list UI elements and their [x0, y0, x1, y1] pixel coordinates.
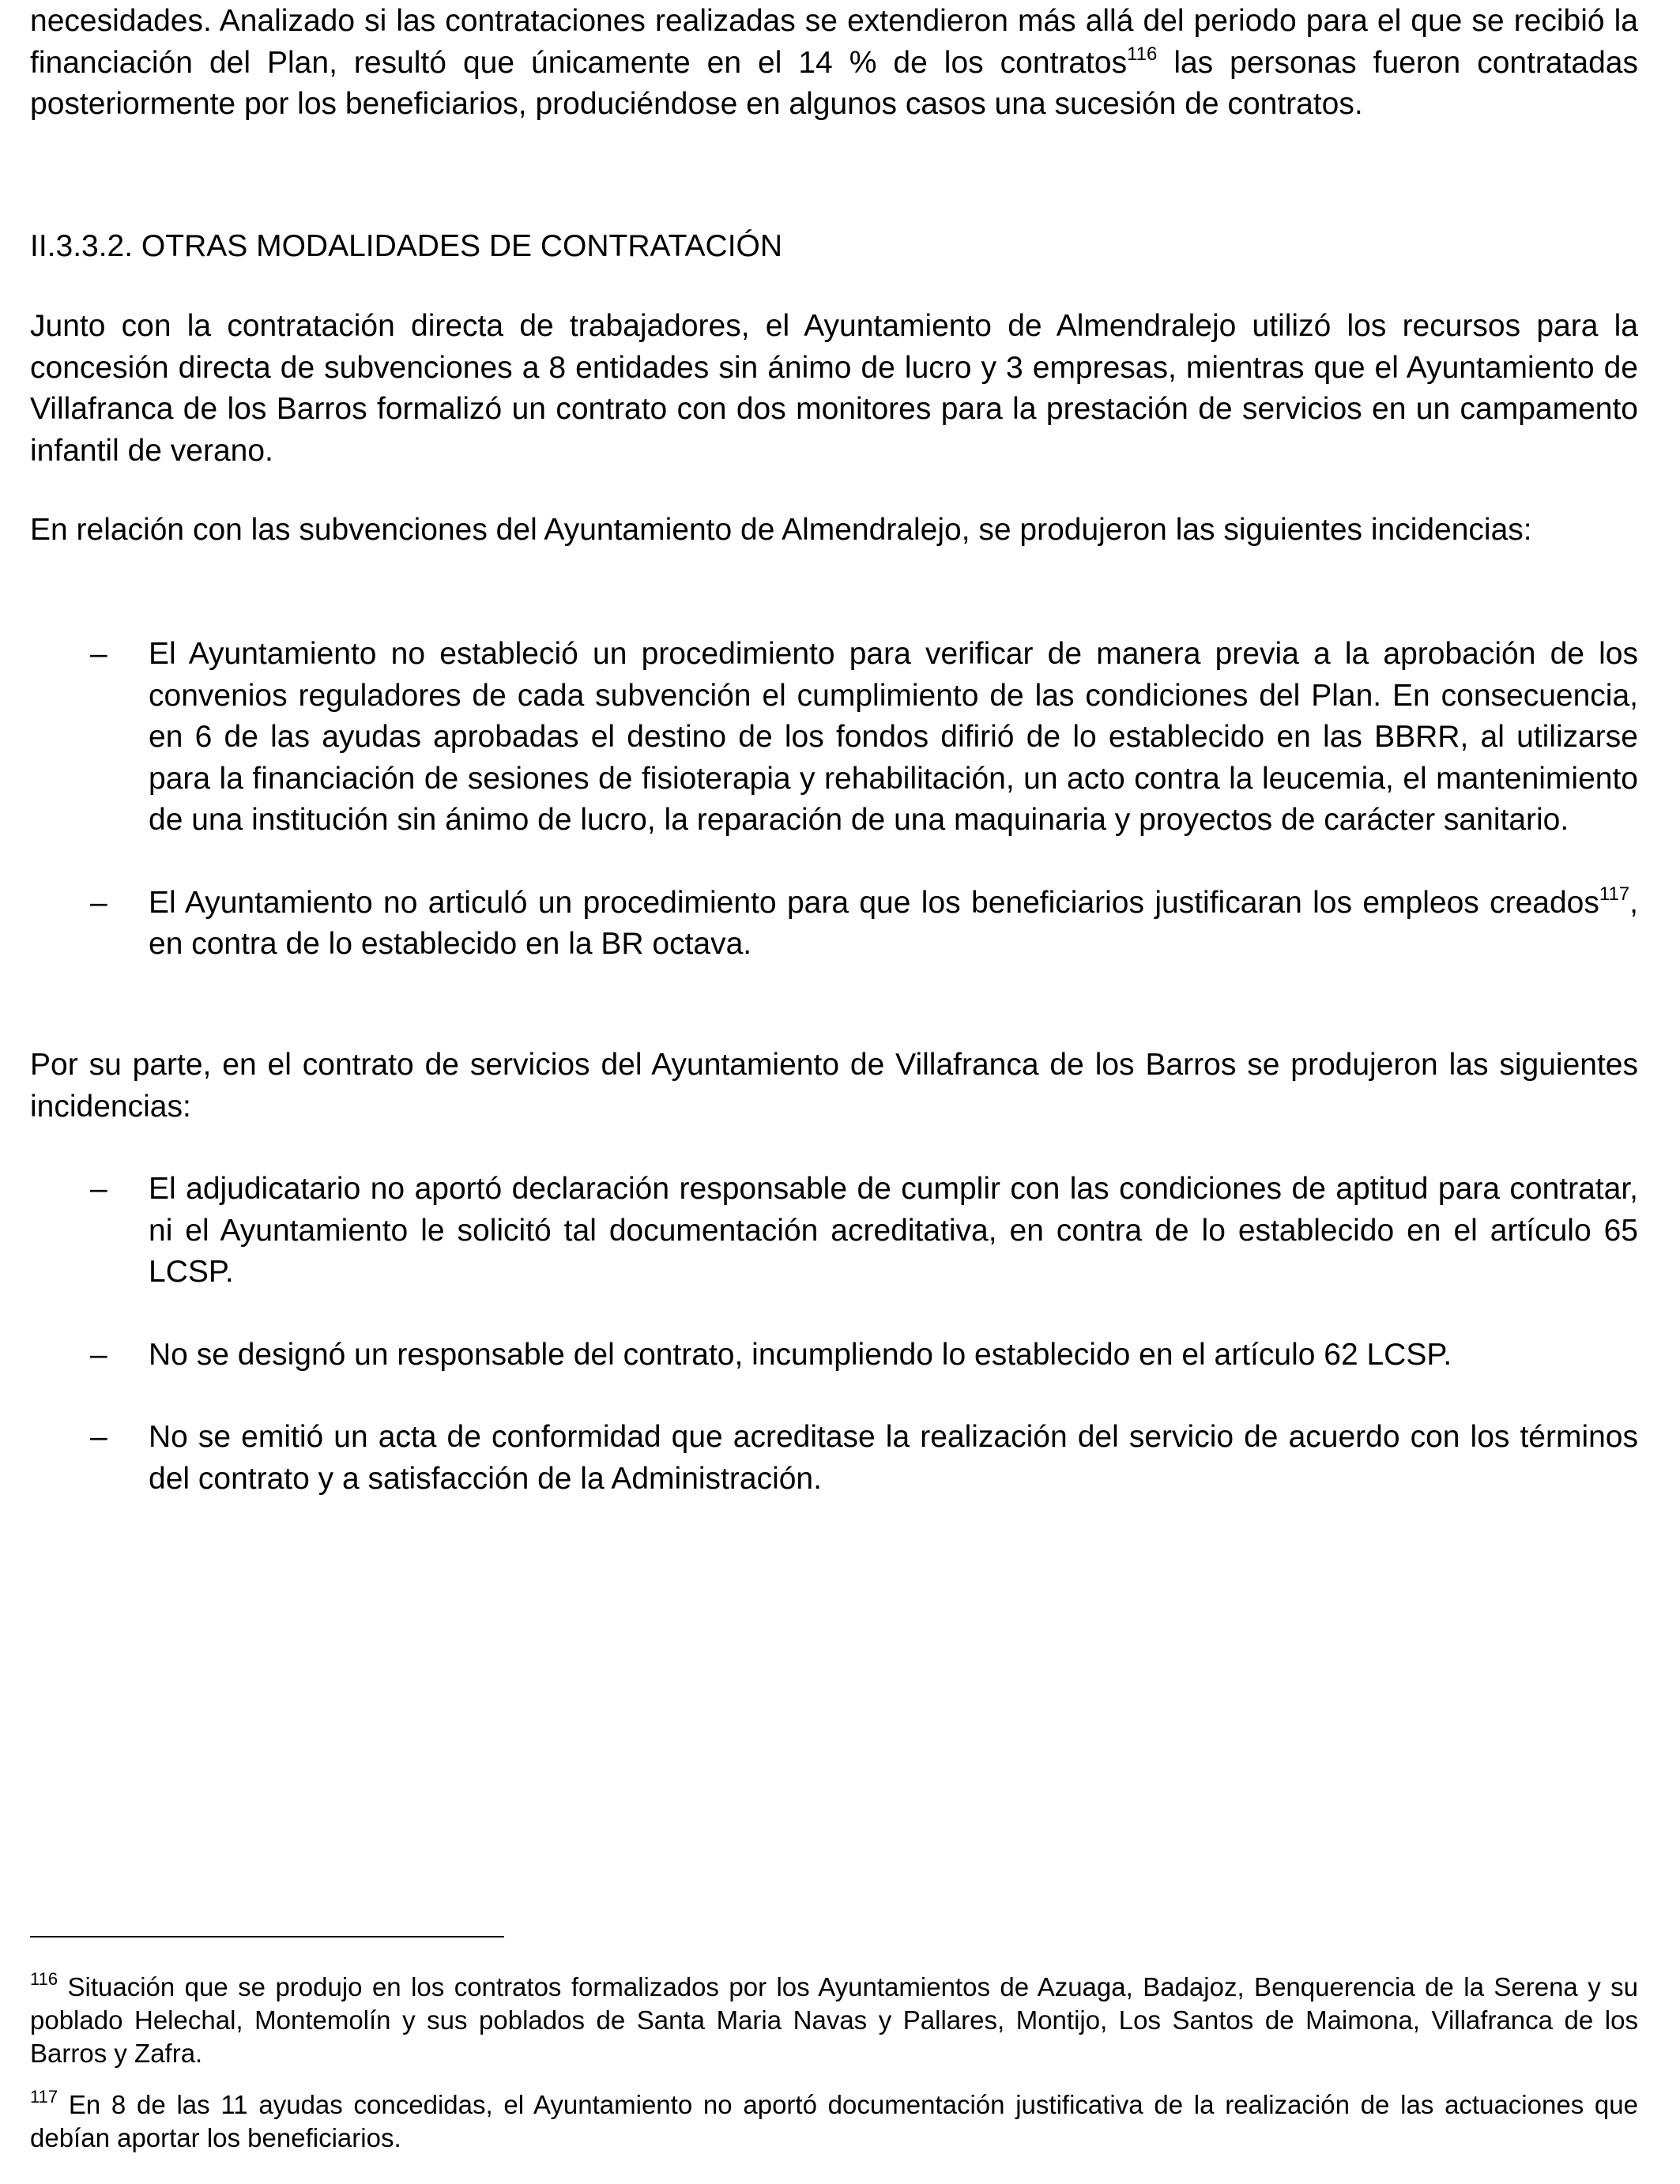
list-item [30, 1169, 1638, 1293]
paragraph-intro-text: necesidades. Analizado si las contrataciones realizadas se extendieron más allá del periodo para el que se recibió la financiación del Plan, resultó que únicamente en el 14 % de los contratos [30, 4, 1638, 80]
bullet-dash: – [90, 1172, 107, 1206]
list-item [30, 883, 1638, 966]
paragraph-contratacion: Junto con la contratación directa de trabajadores, el Ayuntamiento de Almendralejo utilizó los recursos para la concesión directa de subvenciones a 8 entidades sin ánimo de lucro y 3 empresas, mientras que el Ayuntamiento de Villafranca de los Barros formalizó un contrato con dos monitores para la prestación de servicios en un campamento infantil de verano. [30, 309, 1638, 468]
footnote-text: En 8 de las 11 ayudas concedidas, el Ayuntamiento no aportó documentación justificativa de la realización de las actuaciones que debían aportar los beneficiarios. [30, 2090, 1638, 2152]
bullet-dash: – [90, 885, 107, 920]
list-item-text [149, 883, 1638, 966]
list-item-text-part: El Ayuntamiento no articuló un procedimiento para que los beneficiarios justificaran los empleos creados [149, 885, 1599, 920]
list-servicios [30, 1169, 1638, 1500]
list-item-text: No se designó un responsable del contrato, incumpliendo lo establecido en el artículo 62 LCSP. [149, 1337, 1452, 1372]
paragraph-intro [30, 1, 1638, 126]
footnote-116 [30, 1971, 1638, 2070]
footnote-separator [30, 1936, 504, 1937]
list-subvenciones [30, 634, 1638, 966]
paragraph-subvenciones: En relación con las subvenciones del Ayuntamiento de Almendralejo, se produjeron las siguientes incidencias: [30, 513, 1532, 547]
bullet-dash: – [90, 637, 107, 671]
footnote-number: 116 [30, 1969, 58, 1989]
paragraph-intro-text-cont: las personas fueron contratadas posteriormente por los beneficiarios, produciéndose en algunos casos una sucesión de contratos. [30, 45, 1638, 121]
list-item-text: El Ayuntamiento no estableció un procedimiento para verificar de manera previa a la aprobación de los convenios reguladores de cada subvención el cumplimiento de las condiciones del Plan. En consecuencia, en 6 de las ayudas aprobadas el destino de los fondos difirió de lo establecido en las BBRR, al utilizarse para la financiación de sesiones de fisioterapia y rehabilitación, un acto contra la leucemia, el mantenimiento de una institución sin ánimo de lucro, la reparación de una maquinaria y proyectos de carácter sanitario. [149, 637, 1638, 837]
footnote-ref-116[interactable]: 116 [1127, 43, 1158, 65]
list-item [30, 1417, 1638, 1500]
footnote-ref-117[interactable]: 117 [1599, 883, 1630, 905]
bullet-dash: – [90, 1420, 107, 1454]
section-heading: II.3.3.2. OTRAS MODALIDADES DE CONTRATACIÓN [30, 229, 783, 263]
footnote-text: Situación que se produjo en los contratos formalizados por los Ayuntamientos de Azuaga, Badajoz, Benquerencia de la Serena y su poblado Helechal, Montemolín y sus poblados de Santa Maria Navas y Pallares, Montijo, Los Santos de Maimona, Villafranca de los Barros y Zafra. [30, 1972, 1638, 2068]
paragraph-servicios: Por su parte, en el contrato de servicios del Ayuntamiento de Villafranca de los Barros se produjeron las siguientes incidencias: [30, 1048, 1638, 1124]
bullet-dash: – [90, 1337, 107, 1372]
list-item-text: No se emitió un acta de conformidad que acreditase la realización del servicio de acuerdo con los términos del contrato y a satisfacción de la Administración. [149, 1420, 1638, 1496]
footnote-117 [30, 2088, 1638, 2155]
list-item-text: El adjudicatario no aportó declaración responsable de cumplir con las condiciones de aptitud para contratar, ni el Ayuntamiento le solicitó tal documentación acreditativa, en contra de lo establecido en el artículo 65 LCSP. [149, 1172, 1638, 1289]
list-item-text-part: , en contra de lo establecido en la BR octava. [149, 885, 1638, 961]
list-item [30, 1335, 1638, 1376]
footnote-number: 117 [30, 2087, 58, 2107]
list-item [30, 634, 1638, 842]
